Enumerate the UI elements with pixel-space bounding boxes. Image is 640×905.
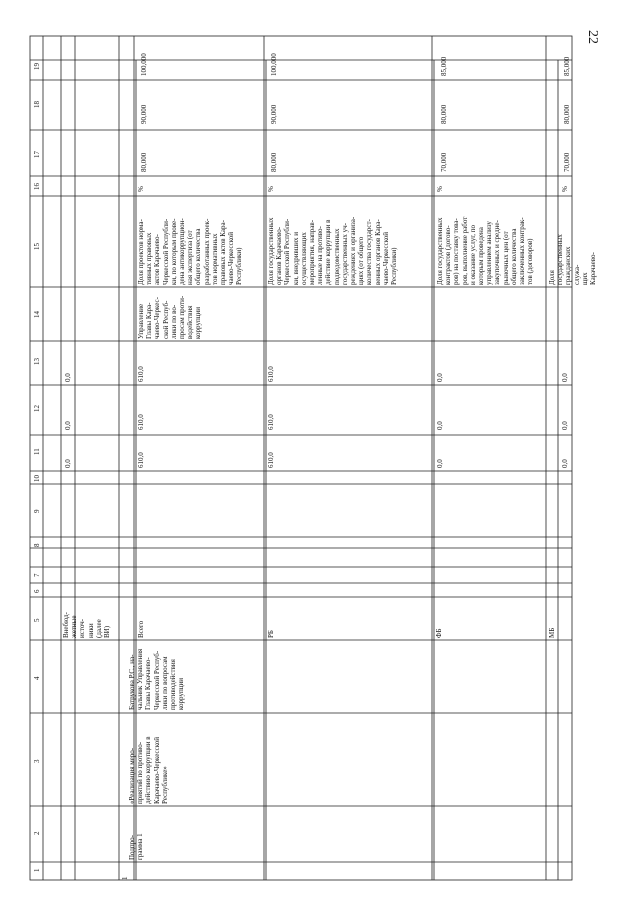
col-num-14: 14 (33, 311, 41, 318)
col-num-5: 5 (33, 618, 41, 622)
col-num-13: 13 (33, 358, 41, 365)
cell-fb-18: 80,000 (440, 104, 448, 124)
col-num-6: 6 (33, 589, 41, 593)
row-source: ФБ (435, 628, 443, 638)
indicator-cell: Доля проектов норма- тивных правовых актов Карачаево- Черкесской Республи- ки, по которым прове- дена антикоррупцион- ная экспертиза (от общего количества разработанных проек- тов нормативных правовых актов Кара- чаево-Черкесской Республики) (137, 218, 244, 285)
page-number: 22 (585, 30, 600, 44)
executor-cell: Управление Главы Кара- чаево-Черкес- ской Респуб- лики по во- просам проти- водействия коррупции (137, 295, 203, 339)
cell-rb-19: 100,000 (270, 53, 278, 76)
row-source: МБ (548, 627, 556, 638)
cell-total-13: 610,0 (137, 366, 145, 382)
cell-mb-17: 70,000 (563, 152, 571, 172)
cell-mb-19: 85,000 (563, 56, 571, 76)
indicator-cell: Доля государственных гражданских служа- щих Карачаево- (548, 234, 598, 285)
cell-mb-18: 80,000 (563, 104, 571, 124)
col-num-2: 2 (33, 831, 41, 835)
col-num-12: 12 (33, 405, 41, 412)
cell-total-18: 90,000 (140, 104, 148, 124)
cell-rb-11: 610,0 (267, 452, 275, 468)
row-source: РБ (267, 630, 275, 638)
cell-total-11: 610,0 (137, 452, 145, 468)
cell-vi-13: 0,0 (64, 373, 72, 382)
col-num-7: 7 (33, 573, 41, 577)
cell-fb-19: 85,000 (440, 56, 448, 76)
unit-cell: % (436, 186, 444, 192)
cell-rb-18: 90,000 (270, 104, 278, 124)
cell-fb-13: 0,0 (436, 373, 444, 382)
cell-mb-11: 0,0 (561, 459, 569, 468)
cell-total-17: 80,000 (140, 152, 148, 172)
cell-total-19: 100,000 (140, 53, 148, 76)
unit-cell: % (137, 186, 145, 192)
col-num-3: 3 (33, 759, 41, 763)
funding-source-label: Внебюд- жетные источ- ники (далее ВИ) (62, 612, 112, 638)
section-title: «Реализация меро- приятий по противо- действию коррупции в Карачаево-Черкесской Республике» (128, 736, 169, 804)
unit-cell: % (267, 186, 275, 192)
cell-vi-12: 0,0 (64, 421, 72, 430)
unit-cell: % (561, 186, 569, 192)
col-num-11: 11 (33, 448, 41, 455)
cell-rb-13: 610,0 (267, 366, 275, 382)
cell-fb-12: 0,0 (436, 421, 444, 430)
subprogram-label: Подпро- грамма 1 (128, 833, 145, 860)
responsible-person: Батрукова Р.С., на- чальник Управления Главы Карачаево- Черкесской Респуб- лики по вопросам противодействия коррупции (128, 648, 186, 710)
col-num-1: 1 (33, 868, 41, 872)
section-number: 1 (121, 876, 129, 880)
indicator-cell: Доля государственных контрактов (догово- ров) на поставку това- ров, выполнение работ и оказание услуг, по которым проведена управлением анализу закупочных и средне- рыночных цен (от общего количества заключенных контрак- тов (договоров) (436, 216, 535, 285)
cell-vi-11: 0,0 (64, 459, 72, 468)
cell-mb-13: 0,0 (561, 373, 569, 382)
col-num-9: 9 (33, 509, 41, 513)
cell-total-12: 610,0 (137, 414, 145, 430)
row-source: Всего (137, 620, 145, 638)
cell-rb-12: 610,0 (267, 414, 275, 430)
col-num-17: 17 (33, 151, 41, 158)
col-num-15: 15 (33, 243, 41, 250)
indicator-cell: Доля государственных органов Карачаево- Черкесской Республи- ки, внедривших и осуществляющих мероприятия, направ- ленные на противо- действие коррупции в подведомственных государственных уч- реждениях и организа- циях (от общего количества государст- венных органов Кара- чаево-Черкесской Республики) (267, 216, 399, 285)
col-num-4: 4 (33, 676, 41, 680)
cell-fb-17: 70,000 (440, 152, 448, 172)
col-num-8: 8 (33, 543, 41, 547)
col-num-19: 19 (33, 63, 41, 70)
cell-mb-12: 0,0 (561, 421, 569, 430)
cell-fb-11: 0,0 (436, 459, 444, 468)
cell-rb-17: 80,000 (270, 152, 278, 172)
col-num-10: 10 (33, 475, 41, 482)
col-num-18: 18 (33, 101, 41, 108)
col-num-16: 16 (33, 183, 41, 190)
